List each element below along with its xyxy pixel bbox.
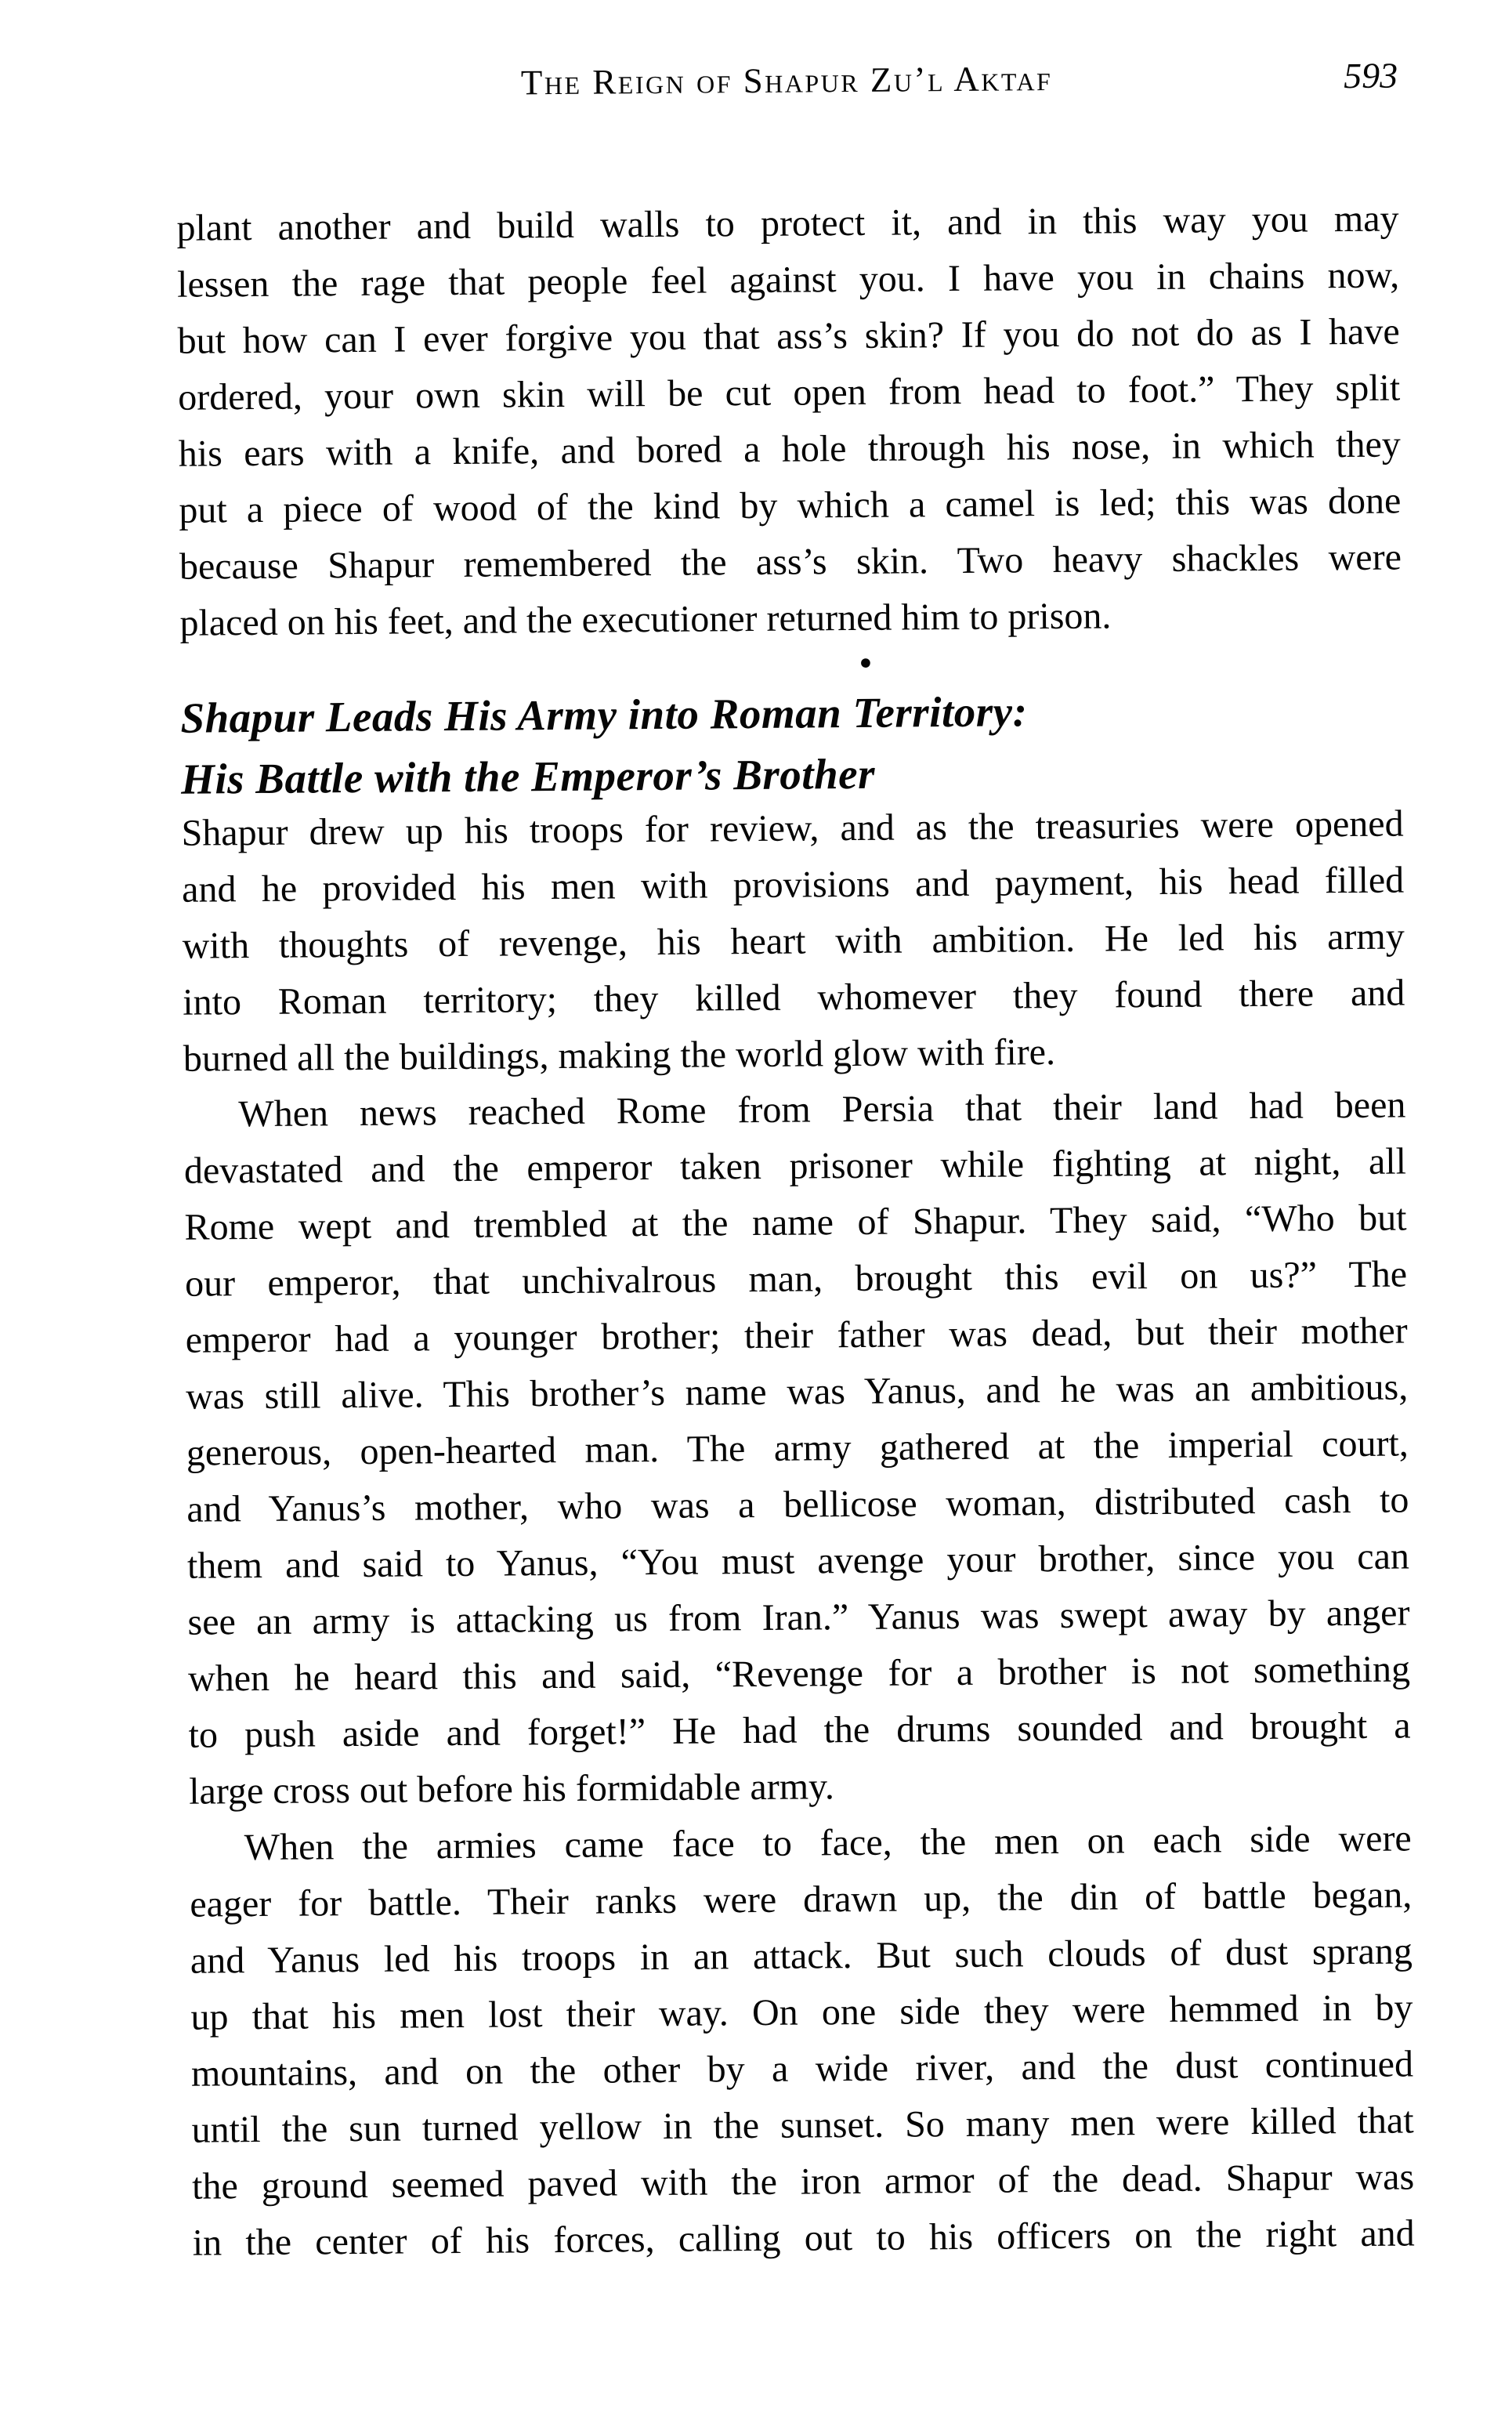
page-number: 593 bbox=[1343, 55, 1398, 96]
text-line: placed on his feet, and the executioner returned him to prison. bbox=[179, 595, 1112, 644]
text-line: up that his men lost their way. On one side they were hemmed in by bbox=[190, 1987, 1413, 2038]
text-line: put a piece of wood of the kind by which a camel is led; this was done bbox=[179, 480, 1402, 531]
text-line: emperor had a younger brother; their father was dead, but their mother bbox=[185, 1309, 1408, 1361]
text-line: When the armies came face to face, the men on each side were bbox=[244, 1817, 1412, 1869]
text-line: ordered, your own skin will be cut open from head to foot.” They split bbox=[178, 367, 1401, 418]
text-line: our emperor, that unchivalrous man, brought this evil on us?” The bbox=[184, 1253, 1408, 1305]
text-line: devastated and the emperor taken prisoner while fighting at night, all bbox=[183, 1140, 1407, 1192]
text-line: eager for battle. Their ranks were drawn up, the din of battle began, bbox=[190, 1874, 1413, 1925]
text-line: lessen the rage that people feel against you. I have you in chains now, bbox=[176, 254, 1400, 306]
text-line: Rome wept and trembled at the name of Shapur. They said, “Who but bbox=[184, 1197, 1407, 1248]
paragraph-3 bbox=[183, 1077, 1411, 1820]
text-line: his ears with a knife, and bored a hole through his nose, in which they bbox=[178, 423, 1401, 475]
text-line: and he provided his men with provisions and payment, his head filled bbox=[181, 859, 1405, 911]
text-line: them and said to Yanus, “You must avenge your brother, since you can bbox=[186, 1535, 1410, 1587]
section-separator-dot: · bbox=[855, 631, 876, 694]
paragraph-1 bbox=[176, 191, 1402, 652]
text-line: and Yanus’s mother, who was a bellicose woman, distributed cash to bbox=[186, 1479, 1409, 1530]
text-line: in the center of his forces, calling out to his officers on the right and bbox=[192, 2212, 1415, 2264]
section-heading-line: His Battle with the Emperor’s Brother bbox=[180, 749, 876, 803]
text-line: because Shapur remembered the ass’s skin. Two heavy shackles were bbox=[179, 536, 1402, 588]
section-heading bbox=[180, 679, 1403, 810]
text-line: plant another and build walls to protect it, and in this way you may bbox=[176, 197, 1399, 249]
text-line: large cross out before his formidable army. bbox=[189, 1766, 835, 1813]
text-line: the ground seemed paved with the iron armor of the dead. Shapur was bbox=[191, 2156, 1415, 2208]
text-line: burned all the buildings, making the world glow with fire. bbox=[183, 1031, 1056, 1080]
text-line: with thoughts of revenge, his heart with ambition. He led his army bbox=[182, 915, 1405, 967]
text-line: see an army is attacking us from Iran.” Yanus was swept away by anger bbox=[187, 1592, 1410, 1643]
text-line: and Yanus led his troops in an attack. But such clouds of dust sprang bbox=[190, 1930, 1413, 1982]
section-heading-line: Shapur Leads His Army into Roman Territory: bbox=[180, 687, 1028, 742]
paragraph-2 bbox=[181, 796, 1405, 1088]
text-line: until the sun turned yellow in the sunset. So many men were killed that bbox=[191, 2099, 1414, 2151]
running-header-title: The Reign of Shapur Zu’l Aktaf bbox=[520, 58, 1053, 103]
text-line: was still alive. This brother’s name was Yanus, and he was an ambitious, bbox=[186, 1366, 1409, 1418]
text-line: generous, open-hearted man. The army gathered at the imperial court, bbox=[186, 1422, 1409, 1474]
text-line: mountains, and on the other by a wide river, and the dust continued bbox=[190, 2043, 1414, 2095]
paragraph-4 bbox=[190, 1810, 1415, 2271]
text-line: but how can I ever forgive you that ass’s skin? If you do not do as I have bbox=[177, 310, 1400, 362]
running-header bbox=[175, 52, 1398, 116]
text-line: Shapur drew up his troops for review, and as the treasuries were opened bbox=[181, 802, 1404, 854]
text-line: when he heard this and said, “Revenge for a brother is not something bbox=[187, 1648, 1411, 1700]
text-line: When news reached Rome from Persia that their land had been bbox=[238, 1084, 1406, 1135]
text-line: into Roman territory; they killed whomever they found there and bbox=[183, 972, 1405, 1023]
text-line: to push aside and forget!” He had the drums sounded and brought a bbox=[188, 1704, 1411, 1756]
